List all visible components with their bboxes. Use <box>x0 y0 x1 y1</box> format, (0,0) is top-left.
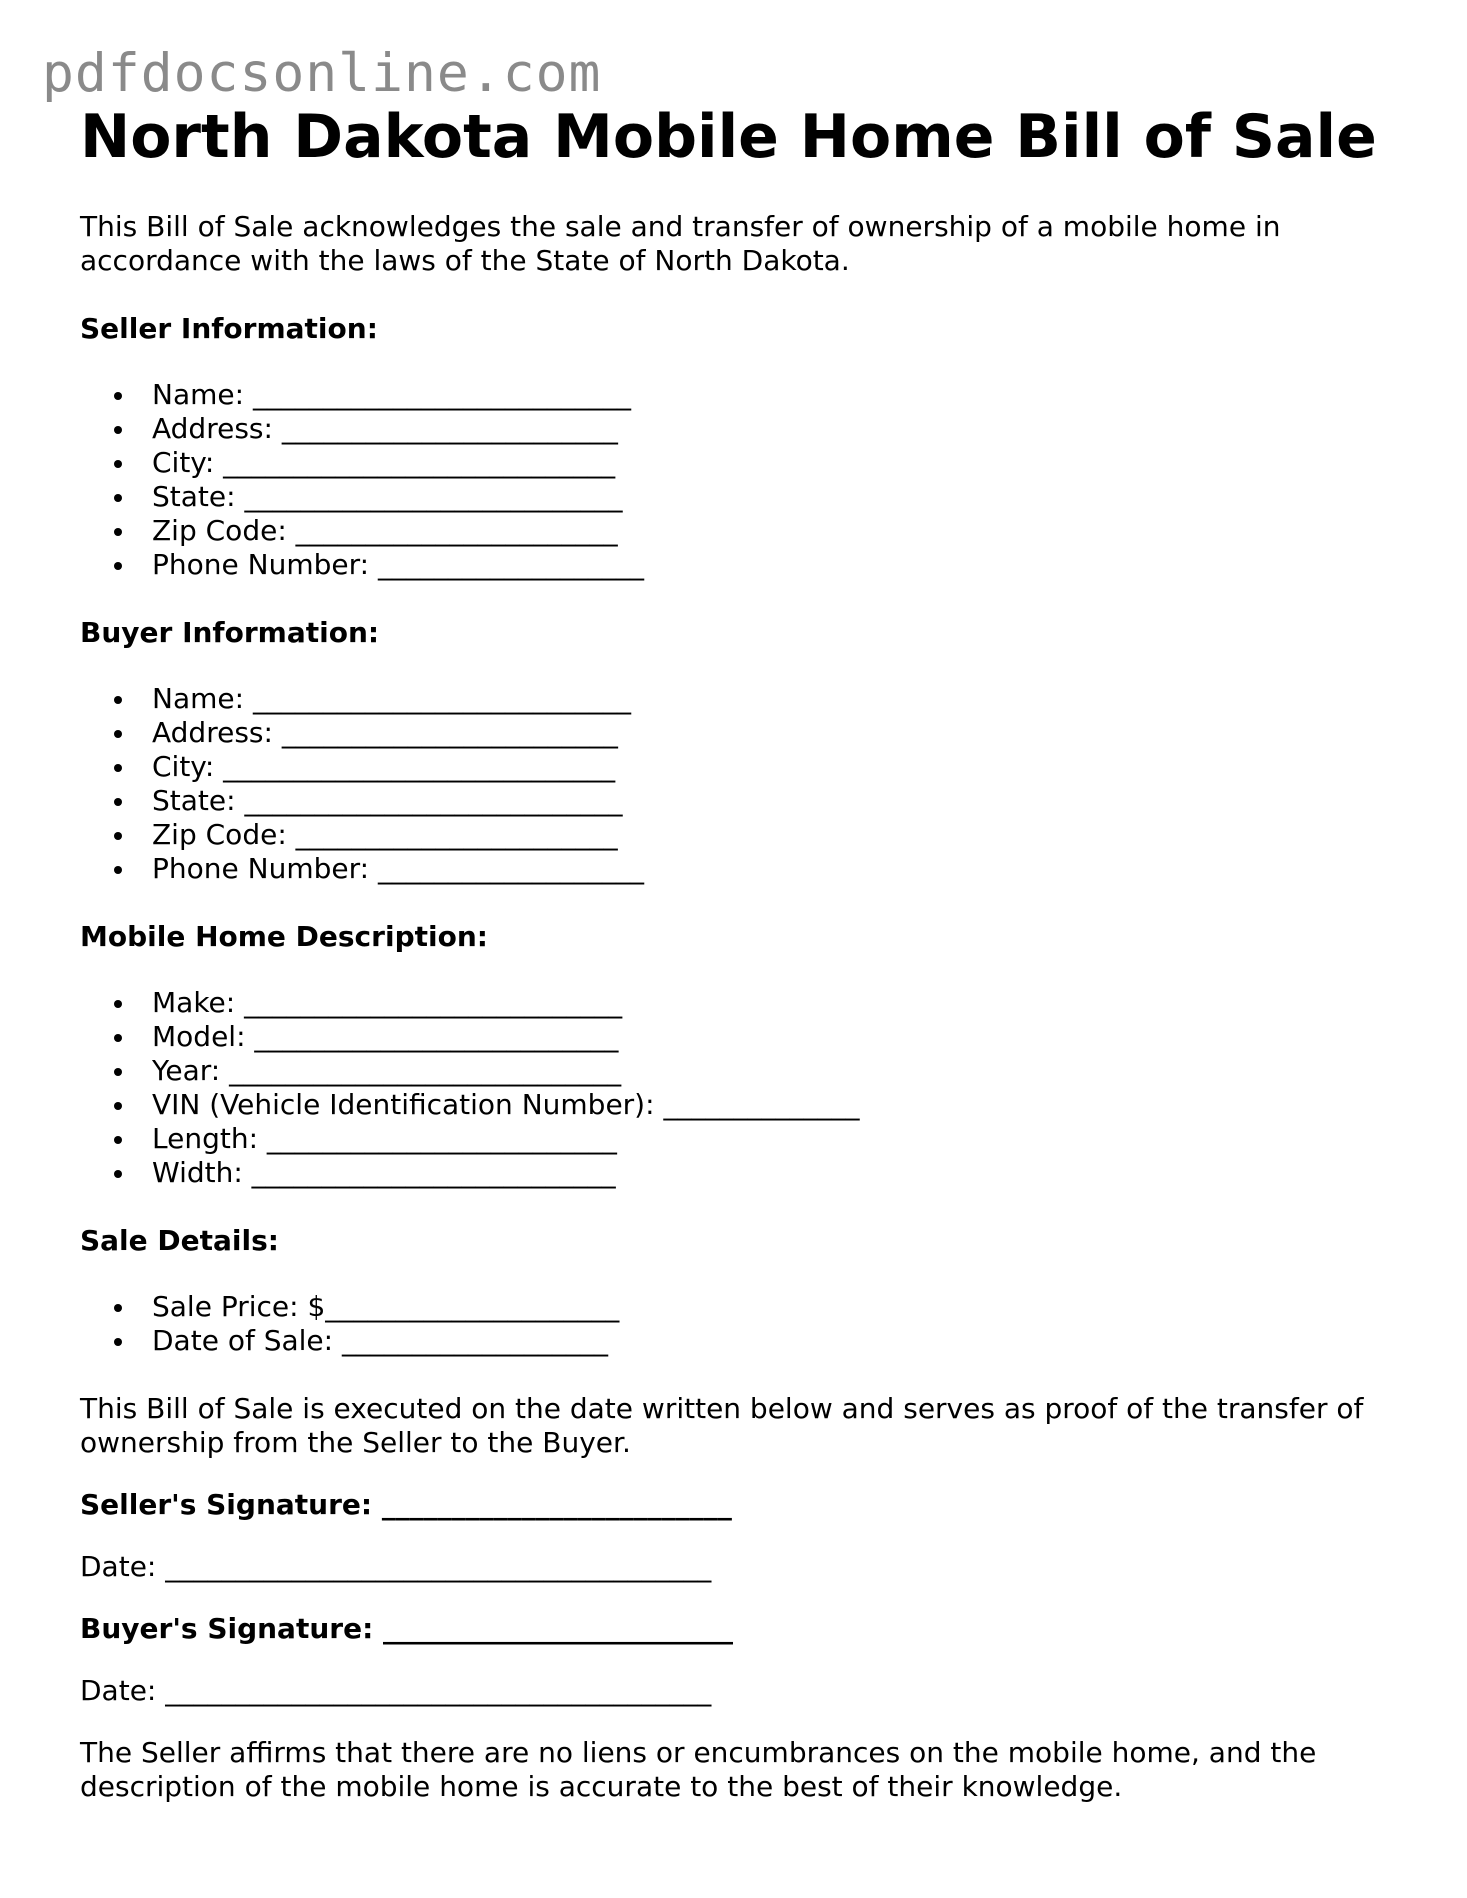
sale-price-field: Sale Price: $_____________________ <box>152 1290 1400 1324</box>
length-field: Length: _________________________ <box>152 1122 1400 1156</box>
buyer-city-field: City: ____________________________ <box>152 750 1400 784</box>
seller-signature-line: Seller's Signature: _________________________ <box>80 1488 732 1521</box>
seller-state-field: State: ___________________________ <box>152 480 1400 514</box>
seller-field-list <box>80 378 1400 582</box>
buyer-field-list <box>80 682 1400 886</box>
sale-field-list <box>80 1290 1400 1358</box>
model-field: Model: __________________________ <box>152 1020 1400 1054</box>
mobile-home-field-list <box>80 986 1400 1190</box>
execution-paragraph: This Bill of Sale is executed on the date written below and serves as proof of the transfer of ownership from the Seller to the Buyer. <box>80 1392 1364 1459</box>
vin-field: VIN (Vehicle Identification Number): ______________ <box>152 1088 1400 1122</box>
intro-paragraph: This Bill of Sale acknowledges the sale and transfer of ownership of a mobile home in accordance with the laws of the State of North Dakota. <box>80 210 1281 277</box>
watermark: pdfdocsonline.com <box>42 43 602 104</box>
buyer-address-field: Address: ________________________ <box>152 716 1400 750</box>
seller-name-field: Name: ___________________________ <box>152 378 1400 412</box>
seller-phone-field: Phone Number: ___________________ <box>152 548 1400 582</box>
seller-zip-field: Zip Code: _______________________ <box>152 514 1400 548</box>
sale-section-heading: Sale Details: <box>80 1224 279 1257</box>
make-field: Make: ___________________________ <box>152 986 1400 1020</box>
affirmation-paragraph: The Seller affirms that there are no liens or encumbrances on the mobile home, and the description of the mobile home is accurate to the best of their knowledge. <box>80 1736 1317 1803</box>
buyer-signature-line: Buyer's Signature: _________________________ <box>80 1612 734 1645</box>
buyer-zip-field: Zip Code: _______________________ <box>152 818 1400 852</box>
buyer-date-line: Date: _______________________________________ <box>80 1674 712 1707</box>
width-field: Width: __________________________ <box>152 1156 1400 1190</box>
sale-date-field: Date of Sale: ___________________ <box>152 1324 1400 1358</box>
page-title: North Dakota Mobile Home Bill of Sale <box>80 102 1377 172</box>
mobile-home-section-heading: Mobile Home Description: <box>80 920 488 953</box>
buyer-state-field: State: ___________________________ <box>152 784 1400 818</box>
document-body <box>80 100 1400 1804</box>
buyer-phone-field: Phone Number: ___________________ <box>152 852 1400 886</box>
year-field: Year: ____________________________ <box>152 1054 1400 1088</box>
seller-date-line: Date: _______________________________________ <box>80 1550 712 1583</box>
buyer-name-field: Name: ___________________________ <box>152 682 1400 716</box>
seller-address-field: Address: ________________________ <box>152 412 1400 446</box>
seller-city-field: City: ____________________________ <box>152 446 1400 480</box>
buyer-section-heading: Buyer Information: <box>80 616 380 649</box>
seller-section-heading: Seller Information: <box>80 312 378 345</box>
